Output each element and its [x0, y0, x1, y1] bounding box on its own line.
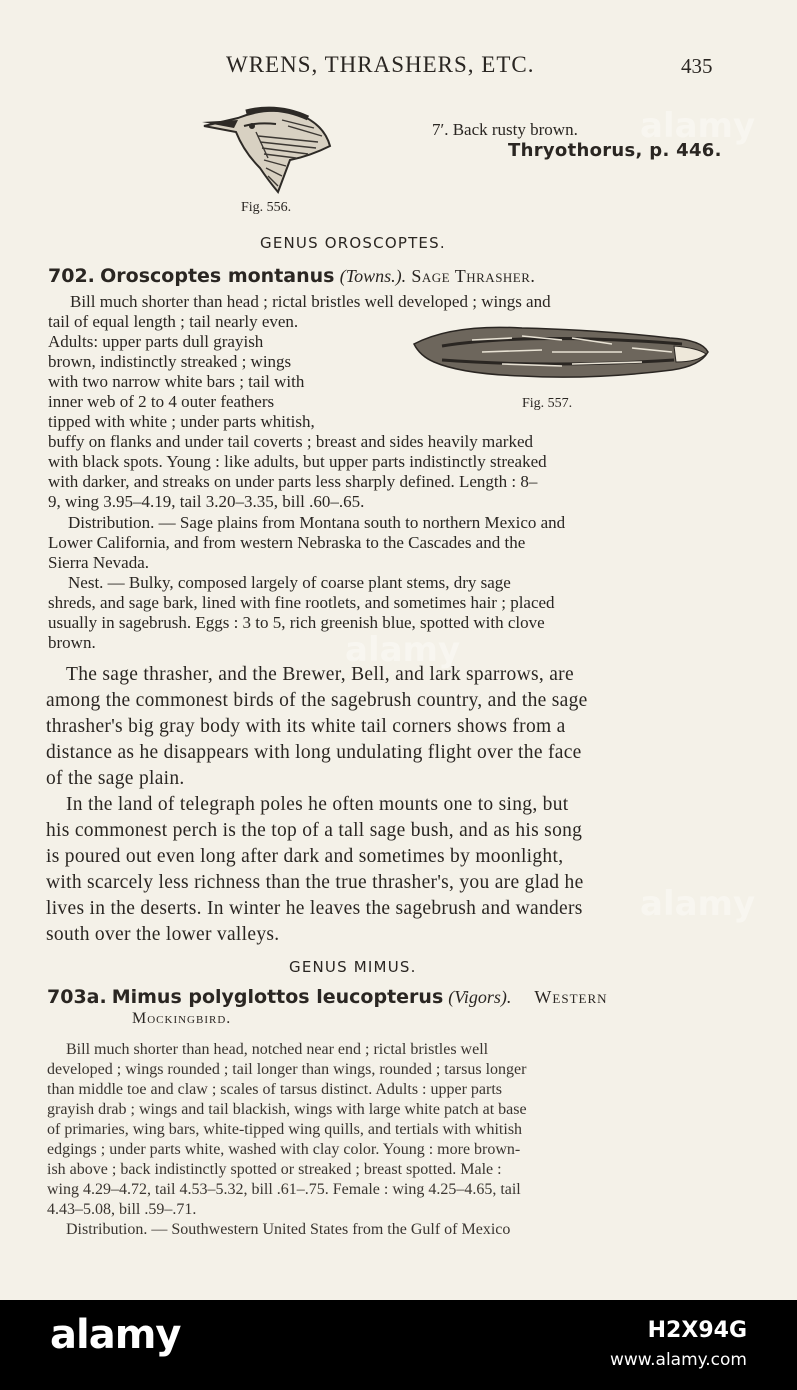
- text-line: edgings ; under parts white, washed with clay color. Young : more brown-: [47, 1141, 521, 1158]
- running-title: WRENS, THRASHERS, ETC.: [226, 52, 535, 77]
- text-line: ish above ; back indistinctly spotted or streaked ; breast spotted. Male :: [47, 1161, 502, 1178]
- species-common-name-continued: Mockingbird.: [132, 1010, 232, 1027]
- text-line: with two narrow white bars ; tail with: [48, 372, 305, 391]
- species-authority: (Towns.).: [339, 266, 407, 286]
- watermark: alamy: [345, 630, 461, 670]
- species-702-heading: [48, 263, 535, 288]
- text-line: Nest. — Bulky, composed largely of coarse plant stems, dry sage: [68, 573, 511, 592]
- figure-556-caption: Fig. 556.: [241, 200, 292, 215]
- text-line: brown, indistinctly streaked ; wings: [48, 352, 292, 371]
- text-line: than middle toe and claw ; scales of tarsus distinct. Adults : upper parts: [47, 1081, 503, 1098]
- essay-line: is poured out even long after dark and sometimes by moonlight,: [46, 846, 564, 867]
- species-name: Mimus polyglottos leucopterus: [111, 986, 444, 1008]
- text-line: usually in sagebrush. Eggs : 3 to 5, rich greenish blue, spotted with clove: [48, 613, 545, 632]
- figure-557-caption: Fig. 557.: [522, 396, 573, 411]
- species-common-name: Sage Thrasher.: [411, 266, 536, 286]
- watermark: alamy: [640, 106, 756, 146]
- text-line: Lower California, and from western Nebraska to the Cascades and the: [48, 533, 526, 552]
- genus-heading-mimus: GENUS MIMUS.: [289, 958, 417, 976]
- essay-line: thrasher's big gray body with its white tail corners shows from a: [46, 716, 566, 737]
- text-line: Distribution. — Southwestern United States from the Gulf of Mexico: [66, 1221, 511, 1238]
- text-line: Adults: upper parts dull grayish: [48, 332, 264, 351]
- essay-line: In the land of telegraph poles he often mounts one to sing, but: [66, 794, 569, 815]
- essay-line: distance as he disappears with long undulating flight over the face: [46, 742, 582, 763]
- text-line: tipped with white ; under parts whitish,: [48, 412, 315, 431]
- text-line: buffy on flanks and under tail coverts ; breast and sides heavily marked: [48, 432, 533, 451]
- essay-line: among the commonest birds of the sagebrush country, and the sage: [46, 690, 588, 711]
- text-line: of primaries, wing bars, white-tipped wing quills, and tertials with whitish: [47, 1121, 523, 1138]
- essay-line: his commonest perch is the top of a tall sage bush, and as his song: [46, 820, 583, 841]
- text-line: shreds, and sage bark, lined with fine rootlets, and sometimes hair ; placed: [48, 593, 555, 612]
- species-number: 703a.: [47, 986, 107, 1008]
- essay-line: The sage thrasher, and the Brewer, Bell, and lark sparrows, are: [66, 664, 574, 685]
- species-703a-heading: [47, 986, 608, 1009]
- wren-head-illustration: [198, 96, 338, 206]
- key-entry-7-text: 7′. Back rusty brown.: [432, 120, 578, 139]
- text-line: tail of equal length ; tail nearly even.: [48, 312, 299, 331]
- essay-line: south over the lower valleys.: [46, 924, 280, 945]
- alamy-logo: alamy: [50, 1312, 181, 1358]
- text-line: Sierra Nevada.: [48, 553, 150, 572]
- stock-footer-bar: [0, 1300, 797, 1390]
- essay-line: of the sage plain.: [46, 768, 185, 789]
- text-line: inner web of 2 to 4 outer feathers: [48, 392, 275, 411]
- essay-line: lives in the deserts. In winter he leaves the sagebrush and wanders: [46, 898, 583, 919]
- text-line: with darker, and streaks on under parts less sharply defined. Length : 8–: [48, 472, 538, 491]
- text-line: brown.: [48, 633, 96, 652]
- image-id: H2X94G: [647, 1318, 747, 1343]
- text-line: Distribution. — Sage plains from Montana south to northern Mexico and: [68, 513, 566, 532]
- text-line: with black spots. Young : like adults, but upper parts indistinctly streaked: [48, 452, 547, 471]
- species-authority: (Vigors).: [448, 987, 512, 1007]
- watermark: alamy: [640, 884, 756, 924]
- running-header: [0, 52, 797, 82]
- text-line: developed ; wings rounded ; tail longer than wings, rounded ; tarsus longer: [47, 1061, 527, 1078]
- species-name: Oroscoptes montanus: [100, 265, 335, 287]
- page-number: 435: [681, 54, 713, 78]
- text-line: Bill much shorter than head, notched near end ; rictal bristles well: [66, 1041, 489, 1058]
- species-number: 702.: [48, 265, 95, 287]
- species-common-name: Western: [534, 987, 608, 1007]
- essay-line: with scarcely less richness than the true thrasher's, you are glad he: [46, 872, 584, 893]
- thrasher-tail-illustration: [412, 318, 712, 390]
- key-entry-7-genus-ref: Thryothorus, p. 446.: [508, 140, 722, 161]
- text-line: grayish drab ; wings and tail blackish, wings with large white patch at base: [47, 1101, 527, 1118]
- text-line: 4.43–5.08, bill .59–.71.: [47, 1201, 197, 1218]
- genus-heading-oroscoptes: GENUS OROSCOPTES.: [260, 234, 446, 252]
- text-line: wing 4.29–4.72, tail 4.53–5.32, bill .61–.75. Female : wing 4.25–4.65, tail: [47, 1181, 521, 1198]
- text-line: Bill much shorter than head ; rictal bristles well developed ; wings and: [70, 292, 551, 311]
- text-line: 9, wing 3.95–4.19, tail 3.20–3.35, bill .60–.65.: [48, 492, 365, 511]
- site-url: www.alamy.com: [609, 1350, 747, 1370]
